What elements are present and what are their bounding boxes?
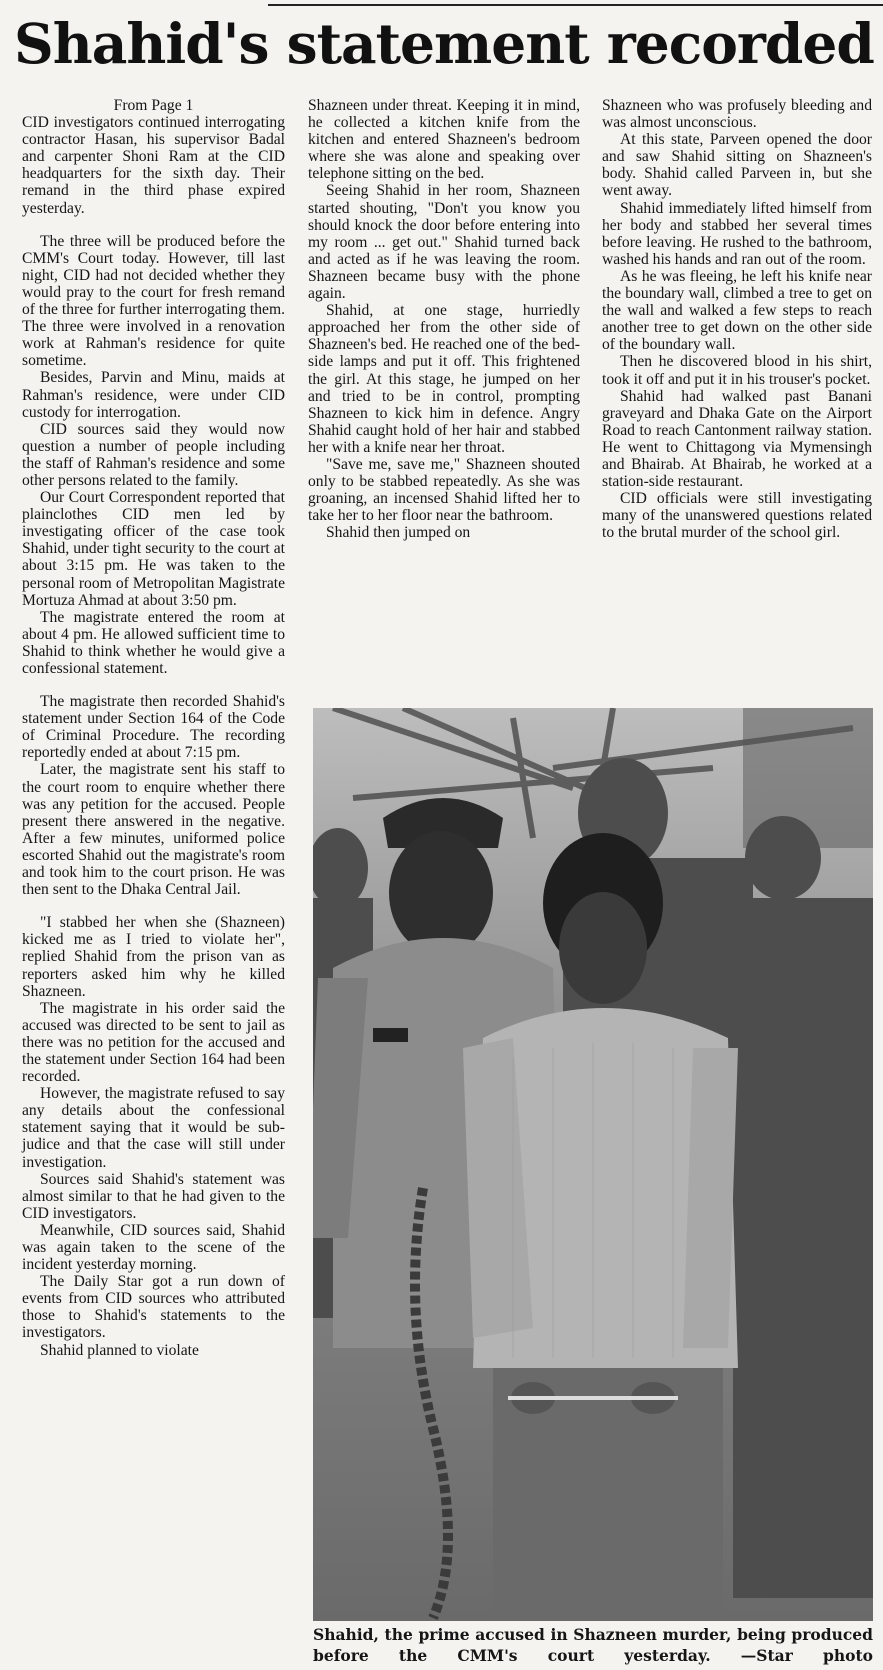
paragraph: The Daily Star got a run down of events from CID sources who attributed those to Shahid's statements to the investigators.: [22, 1273, 285, 1342]
paragraph: However, the magistrate refused to say any details about the confessional statement saying that it would be sub-judice and that the case will still under investigation.: [22, 1085, 285, 1171]
paragraph: Besides, Parvin and Minu, maids at Rahman's residence, were under CID custody for interrogation.: [22, 369, 285, 421]
paragraph: Shahid, at one stage, hurriedly approached her from the other side of Shazneen's bed. He reached one of the bed-side lamps and put it off. This frightened the girl. At this stage, he jumped on her and tried to be in control, prompting Shazneen to kick him in defence. Angry Shahid caught hold of her hair and stabbed her with a knife near her throat.: [308, 302, 580, 456]
paragraph: Shahid had walked past Banani graveyard and Dhaka Gate on the Airport Road to reach Cantonment railway station. He went to Chittagong via Mymensingh and Bhairab. At Bhairab, he worked at a station-side restaurant.: [602, 387, 872, 491]
paragraph: Shahid planned to violate: [40, 1341, 199, 1359]
paragraph: "I stabbed her when she (Shazneen) kicked me as I tried to violate her", replied Shahid from the prison van as reporters asked him why he killed Shazneen.: [22, 914, 285, 1000]
top-rule: [268, 4, 883, 6]
paragraph: "Save me, save me," Shazneen shouted only to be stabbed repeatedly. As she was groaning, an incensed Shahid lifted her to take her to her floor near the bathroom.: [308, 455, 580, 525]
photo-caption: Shahid, the prime accused in Shazneen murder, being produced before the CMM's court yesterday. —Star photo: [313, 1625, 873, 1665]
paragraph: At this state, Parveen opened the door and saw Shahid sitting on Shazneen's body. Shahid called Parveen in, but she went away.: [602, 131, 872, 200]
paragraph: Seeing Shahid in her room, Shazneen started shouting, "Don't you know you should knock the door before entering into my room ... get out." Shahid turned back and acted as if he was leaving the room. Shazneen became busy with the phone again.: [308, 182, 580, 303]
paragraph: CID officials were still investigating many of the unanswered questions related to the brutal murder of the school girl.: [602, 490, 872, 542]
paragraph: Later, the magistrate sent his staff to the court room to enquire whether there was any petition for the accused. People present there answered in the negative. After a few minutes, uniformed police escorted Shahid out the magistrate's room and took him to the court prison. He was then sent to the Dhaka Central Jail.: [22, 761, 285, 899]
photo-illustration: [313, 708, 873, 1621]
paragraph: Shahid immediately lifted himself from her body and stabbed her several times before leaving. He rushed to the bathroom, washed his hands and ran out of the room.: [602, 199, 872, 268]
paragraph: The magistrate then recorded Shahid's statement under Section 164 of the Code of Criminal Procedure. The recording reportedly ended at about 7:15 pm.: [22, 693, 285, 762]
paragraph: Sources said Shahid's statement was almost similar to that he had given to the CID investigators.: [22, 1170, 285, 1222]
paragraph: The magistrate entered the room at about 4 pm. He allowed sufficient time to Shahid to think whether he would give a confessional statement.: [22, 608, 285, 677]
paragraph: Our Court Correspondent reported that plainclothes CID men led by investigating officer of the case took Shahid, under tight security to the court at about 3:15 pm. He was taken to the personal room of Metropolitan Magistrate Mortuza Ahmad at about 3:50 pm.: [22, 489, 285, 609]
paragraph: Shazneen who was profusely bleeding and was almost unconscious.: [602, 97, 872, 132]
paragraph: The three will be produced before the CMM's Court today. However, till last night, CID had not decided whether they would pray to the court for fresh remand of the three for further interrogating them. The three were involved in a renovation work at Rahman's residence for quite sometime.: [22, 232, 285, 370]
paragraph: As he was fleeing, he left his knife near the boundary wall, climbed a tree to get on the wall and walked a few steps to reach another tree to get down on the other side of the boundary wall.: [602, 267, 872, 354]
column-2: [308, 97, 580, 541]
paragraph: CID investigators continued interrogating contractor Hasan, his supervisor Badal and carpenter Shoni Ram at the CID headquarters for the sixth day. Their remand in the third phase expired yesterday.: [22, 114, 285, 217]
dateline: From Page 1: [113, 97, 194, 114]
paragraph: Shahid then jumped on: [326, 524, 471, 542]
paragraph: Meanwhile, CID sources said, Shahid was again taken to the scene of the incident yesterday morning.: [22, 1221, 285, 1274]
paragraph: CID sources said they would now question a number of people including the staff of Rahman's residence and some other persons related to the family.: [22, 420, 285, 489]
paragraph: Then he discovered blood in his shirt, took it off and put it in his trouser's pocket.: [602, 353, 872, 388]
news-photo: [313, 708, 873, 1621]
paragraph: Shazneen under threat. Keeping it in mind, he collected a kitchen knife from the kitchen and entered Shazneen's bedroom where she was alone and speaking over telephone sitting on the bed.: [308, 97, 580, 183]
paragraph: The magistrate in his order said the accused was directed to be sent to jail as there was no petition for the accused and the statement under Section 164 had been recorded.: [22, 999, 285, 1086]
column-1: [22, 97, 285, 1359]
column-3: [602, 97, 872, 541]
headline: Shahid's statement recorded: [14, 11, 874, 76]
